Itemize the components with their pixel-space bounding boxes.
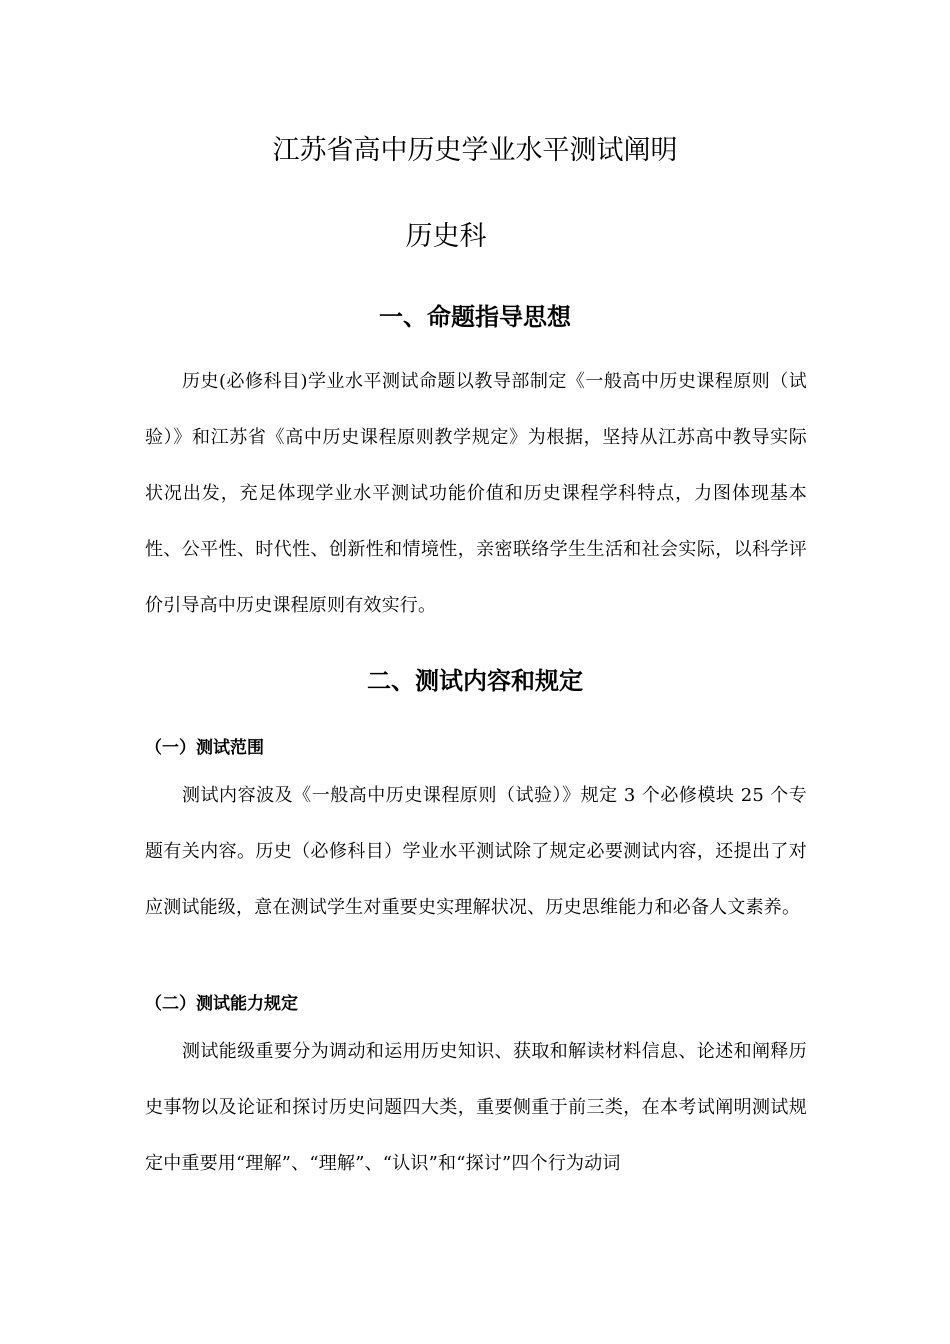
subsection-heading-test-scope: （一）测试范围 — [145, 738, 264, 758]
document-subtitle: 历史科 — [405, 221, 487, 252]
section-paragraph-guiding-principle: 历史(必修科目)学业水平测试命题以教导部制定《一般高中历史课程原则（试验）》和江苏省《高中历史课程原则教学规定》为根据，坚持从江苏高中教导实际状况出发，充足体现学业水平测试功能价值和历史课程学科特点，力图体现基本性、公平性、时代性、创新性和情境性，亲密联络学生生活和社会实际，以科学评价引导高中历史课程原则有效实行。 — [145, 371, 807, 616]
subsection-paragraph-test-scope: 测试内容波及《一般高中历史课程原则（试验）》规定 3 个必修模块 25 个专题有关内容。历史（必修科目）学业水平测试除了规定必要测试内容，还提出了对应测试能级，意在测试学生对重要史实理解状况、历史思维能力和必备人文素养。 — [145, 785, 807, 918]
section-heading-guiding-principle: 一、命题指导思想 — [379, 303, 571, 331]
document-title: 江苏省高中历史学业水平测试阐明 — [272, 135, 678, 166]
subsection-heading-ability-requirements: （二）测试能力规定 — [145, 994, 298, 1014]
subsection-paragraph-ability-requirements: 测试能级重要分为调动和运用历史知识、获取和解读材料信息、论述和阐释历史事物以及论证和探讨历史问题四大类，重要侧重于前三类，在本考试阐明测试规定中重要用“理解”、“理解”、“认识”和“探讨”四个行为动词 — [145, 1041, 807, 1174]
section-heading-test-content: 二、测试内容和规定 — [367, 667, 583, 695]
